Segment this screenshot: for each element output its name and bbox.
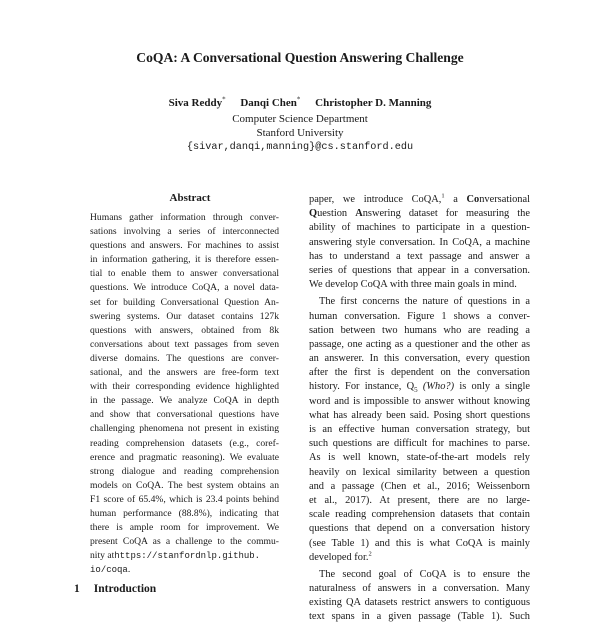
- col2-line: answering style conversation. In CoQA, a machine: [309, 236, 530, 248]
- abstract-line: sations involving a series of interconnected: [90, 226, 279, 238]
- abstract-line: Humans gather information through conver-: [90, 212, 279, 223]
- abstract-heading: Abstract: [169, 192, 211, 204]
- abstract-line: F1 score of 65.4%, which is 23.4 points behind: [90, 493, 279, 505]
- abstract-line: human performance (88.8%), indicating that: [90, 507, 279, 519]
- abstract-line: reading comprehension datasets (e.g., coref-: [90, 437, 279, 449]
- col2-line: an answerer. In this conversation, every question: [309, 353, 530, 365]
- abstract-url-line: nity athttps://stanfordnlp.github.: [90, 550, 261, 562]
- affiliation-department: Computer Science Department: [232, 113, 368, 125]
- abstract-line: in information gathering, it is therefore essen-: [90, 254, 279, 266]
- abstract-line: diverse domains. The questions are conver-: [90, 352, 279, 364]
- col2-line: As is well known, state-of-the-art models rely: [309, 452, 530, 464]
- author-2: Danqi Chen*: [240, 95, 301, 109]
- abstract-line: tial to enable them to answer conversational: [90, 268, 279, 280]
- col2-line: such questions are difficult for machines to parse.: [309, 438, 530, 450]
- abstract-line: challenging phenomena not present in existing: [90, 423, 279, 435]
- col2-line: The first concerns the nature of questions in a: [319, 296, 530, 308]
- author-3: Christopher D. Manning: [315, 96, 432, 109]
- col2-line: questions that depend on a conversation history: [309, 523, 530, 535]
- col2-line: and a passage (Chen et al., 2016; Weissenborn: [309, 480, 530, 492]
- author-list: [0, 95, 600, 109]
- author-1: Siva Reddy*: [168, 95, 226, 109]
- abstract-url-cont[interactable]: io/coqa: [90, 565, 128, 576]
- abstract-line: questions with answers, obtained from 8k: [90, 324, 279, 336]
- abstract-line: strong dialogue and reading comprehension: [90, 465, 279, 477]
- abstract-line: with their corresponding evidence highlighted: [90, 381, 279, 393]
- col2-line: history. For instance, $Q_5$ (Who?) is only a single: [309, 381, 530, 395]
- col2-line: series of questions that appear in a conversation.: [309, 264, 530, 276]
- paper-title: CoQA: A Conversational Question Answering Challenge: [136, 50, 464, 65]
- col2-line: (see Table 1) and this is what CoQA is mainly: [309, 537, 530, 549]
- col2-line: existing QA datasets restrict answers to contiguous: [309, 597, 530, 609]
- section-heading-introduction: 1 Introduction: [74, 583, 157, 595]
- col2-line: sation between two humans who are reading a: [309, 324, 530, 336]
- col2-line: human conversation. Figure 1 shows a conver-: [309, 310, 530, 322]
- abstract-line: erence and pragmatic reasoning). We evaluate: [90, 451, 279, 463]
- abstract-line: conversations about text passages from seven: [90, 338, 279, 350]
- abstract-line: swering systems. Our dataset contains 127k: [90, 310, 279, 322]
- col2-line: scale reading comprehension datasets that contain: [309, 509, 530, 521]
- abstract-line: questions. We introduce CoQA, a novel data-: [90, 282, 279, 294]
- abstract-url-line-2: io/coqa.: [90, 564, 131, 576]
- col2-line: et al., 2017). At present, there are no large-: [309, 494, 530, 506]
- col2-line: passage, one acting as a questioner and the other as: [309, 338, 530, 350]
- abstract-line: set for building Conversational Question An-: [90, 296, 279, 308]
- author-email: {sivar,danqi,manning}@cs.stanford.edu: [186, 142, 414, 153]
- col2-line: text spans in a given passage (Table 1). Such: [309, 611, 530, 623]
- col2-line: The second goal of CoQA is to ensure the: [319, 568, 530, 580]
- abstract-url[interactable]: https://stanfordnlp.github.: [114, 551, 261, 562]
- abstract-body: [90, 211, 279, 577]
- col2-line: heavily on lexical similarity between a question: [309, 466, 530, 478]
- col2-line: paper, we introduce CoQA,$^1$ a Conversational: [309, 192, 530, 205]
- right-column-text: [309, 193, 530, 625]
- col2-line: what has already been said. Posing short questions: [309, 409, 530, 421]
- abstract-line: there is ample room for improvement. We: [90, 522, 279, 534]
- col2-line: developed for.$^2$: [309, 550, 372, 563]
- abstract-line: and show that conversational questions have: [90, 409, 279, 421]
- col2-line: after the first is dependent on the conversation: [309, 367, 530, 379]
- abstract-line: sational, and the answers are free-form text: [90, 367, 279, 379]
- affiliation-university: Stanford University: [256, 127, 344, 139]
- col2-line: naturalness of answers in a conversation. Many: [309, 583, 530, 595]
- col2-line: ability of machines to participate in a question-: [309, 222, 530, 234]
- col2-line: word and is impossible to answer without knowing: [309, 395, 530, 407]
- col2-line: is an effective human conversation strategy, but: [309, 424, 530, 435]
- col2-line: Question Answering dataset for measuring the: [309, 208, 530, 220]
- col2-line: We develop CoQA with three main goals in mind.: [309, 279, 517, 291]
- abstract-line: in the passage. We analyze CoQA in depth: [90, 395, 279, 407]
- abstract-line: present CoQA as a challenge to the commu-: [90, 536, 279, 548]
- abstract-line: questions and answers. For machines to assist: [90, 240, 279, 252]
- abstract-line: models on CoQA. The best system obtains an: [90, 479, 279, 491]
- col2-line: has to understand a text passage and answer a: [309, 250, 530, 262]
